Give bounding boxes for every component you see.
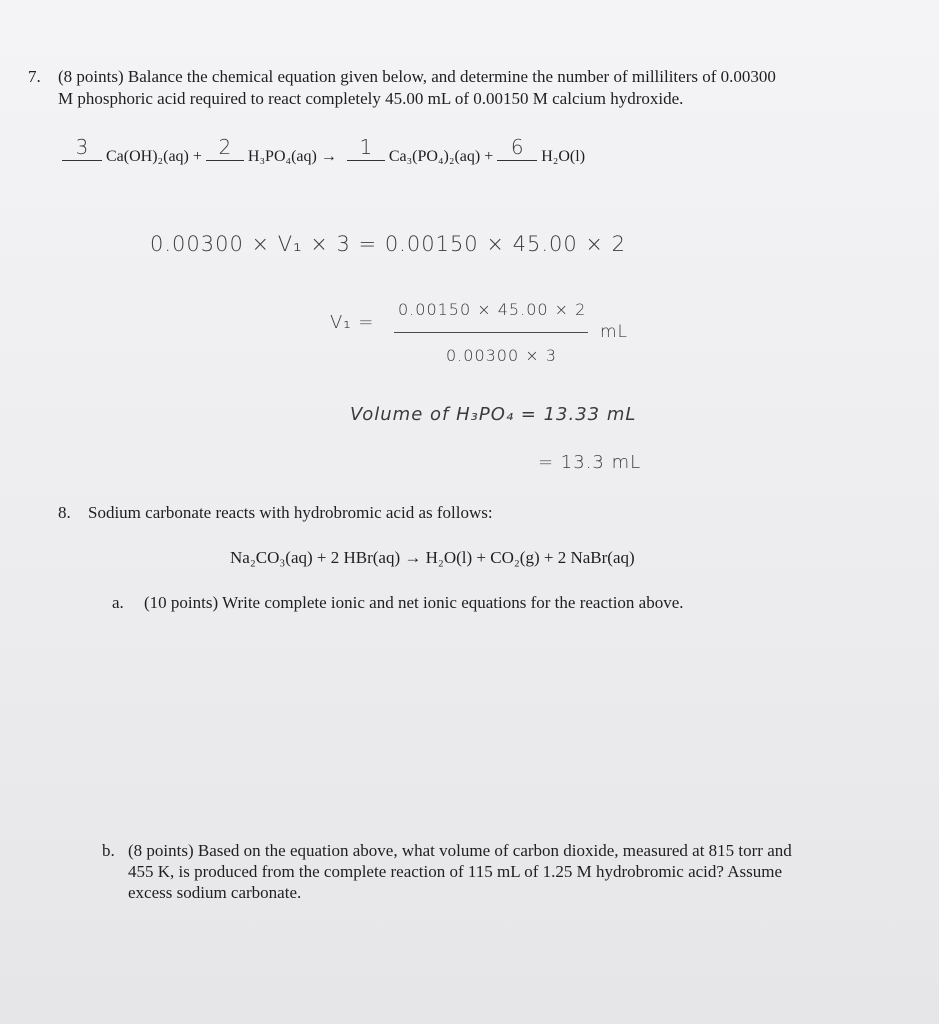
part-label: a. [112, 593, 124, 612]
question-text-line-2: M phosphoric acid required to react completely 45.00 mL of 0.00150 M calcium hydroxide. [58, 89, 684, 108]
coefficient-answer: 6 [510, 135, 524, 159]
question-number: 7. [28, 67, 41, 86]
product-water: H₂O(l) [541, 148, 586, 165]
question-number: 8. [58, 503, 71, 522]
question-8a [112, 592, 912, 614]
part-text-line-2: 455 K, is produced from the complete reaction of 115 mL of 1.25 M hydrobromic acid? Assume [128, 862, 783, 881]
part-text-line-1: (8 points) Based on the equation above, what volume of carbon dioxide, measured at 815 torr and [128, 841, 792, 860]
part-text-line-3: excess sodium carbonate. [128, 883, 302, 902]
question-8b [102, 840, 922, 906]
coefficient-answer: 3 [75, 135, 89, 159]
handwritten-volume-result: Volume of H₃PO₄ = 13.33 mL [350, 404, 637, 425]
question-8 [58, 502, 918, 524]
product-calcium-phosphate: Ca₃(PO₄)₂(aq) + [388, 148, 494, 165]
handwritten-rounded-result: = 13.3 mL [538, 452, 642, 473]
question-text: Sodium carbonate reacts with hydrobromic acid as follows: [88, 503, 493, 522]
coefficient-blank[interactable] [206, 135, 244, 161]
coefficient-blank[interactable] [347, 135, 385, 161]
balanced-equation [62, 135, 586, 166]
handwritten-v1-label: V₁ = [330, 312, 375, 333]
handwritten-denominator: 0.00300 × 3 [446, 346, 557, 365]
coefficient-answer: 2 [218, 135, 232, 159]
bleed-through-text [180, 14, 880, 58]
part-text: (10 points) Write complete ionic and net ionic equations for the reaction above. [144, 593, 684, 612]
coefficient-answer: 1 [359, 135, 373, 159]
coefficient-blank[interactable] [497, 135, 537, 161]
handwritten-numerator: 0.00150 × 45.00 × 2 [398, 300, 587, 319]
fraction-bar [394, 332, 588, 333]
question-7 [28, 66, 928, 110]
part-label: b. [102, 841, 115, 860]
reaction-equation: Na₂CO₃(aq) + 2 HBr(aq) → H₂O(l) + CO₂(g) + 2 NaBr(aq) [230, 548, 635, 567]
reactant-calcium-hydroxide: Ca(OH)₂(aq) + [106, 148, 202, 165]
reactant-phosphoric-acid: H₃PO₄(aq) → [247, 148, 337, 165]
question-text-line-1: (8 points) Balance the chemical equation given below, and determine the number of milliliters of 0.00300 [58, 67, 776, 86]
coefficient-blank[interactable] [62, 135, 102, 161]
handwritten-unit: mL [600, 322, 629, 342]
handwritten-equation: 0.00300 × V₁ × 3 = 0.00150 × 45.00 × 2 [150, 232, 627, 256]
